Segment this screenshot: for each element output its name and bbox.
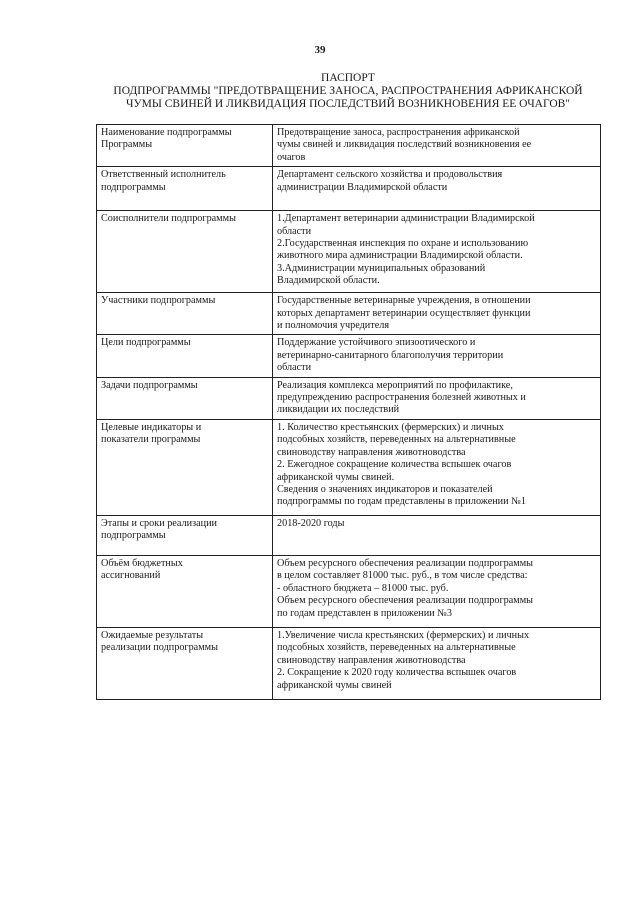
label-line: реализации подпрограммы bbox=[101, 642, 218, 654]
page-number: 39 bbox=[314, 44, 326, 56]
row-label bbox=[97, 167, 273, 211]
value-line: Сведения о значениях индикаторов и показателей bbox=[277, 483, 493, 495]
value-line: 3.Администрации муниципальных образований bbox=[277, 262, 486, 274]
label-line: ассигнований bbox=[101, 570, 161, 582]
row-value bbox=[273, 515, 601, 555]
row-value bbox=[273, 167, 601, 211]
row-value bbox=[273, 627, 601, 699]
value-line: ветеринарно-санитарного благополучия территории bbox=[277, 349, 504, 361]
table-row bbox=[97, 125, 601, 167]
value-line: Объем ресурсного обеспечения реализации подпрограммы bbox=[277, 595, 534, 607]
label-line: Задачи подпрограммы bbox=[101, 379, 198, 391]
title-line-subprogram: ПОДПРОГРАММЫ "ПРЕДОТВРАЩЕНИЕ ЗАНОСА, РАСПРОСТРАНЕНИЯ АФРИКАНСКОЙ bbox=[113, 85, 583, 97]
value-line: Реализация комплекса мероприятий по профилактике, bbox=[277, 379, 513, 391]
value-line: 2. Сокращение к 2020 году количества вспышек очагов bbox=[277, 667, 517, 679]
label-line: Цели подпрограммы bbox=[101, 337, 191, 349]
row-label bbox=[97, 515, 273, 555]
value-line: администрации Владимирской области bbox=[277, 181, 448, 193]
table-row bbox=[97, 419, 601, 515]
value-line: 1.Департамент ветеринарии администрации Владимирской bbox=[277, 213, 535, 225]
row-label bbox=[97, 555, 273, 627]
row-label bbox=[97, 293, 273, 335]
value-line: области bbox=[277, 225, 312, 237]
label-line: Соисполнители подпрограммы bbox=[101, 213, 236, 225]
value-line: свиноводству направления животноводства bbox=[277, 654, 466, 666]
label-line: Ожидаемые результаты bbox=[101, 629, 204, 641]
value-line: Объем ресурсного обеспечения реализации подпрограммы bbox=[277, 557, 534, 569]
value-line: Владимирской области. bbox=[277, 275, 380, 287]
row-label bbox=[97, 377, 273, 419]
row-value bbox=[273, 211, 601, 293]
value-line: 2018-2020 годы bbox=[277, 517, 345, 529]
label-line: Участники подпрограммы bbox=[101, 295, 216, 307]
label-line: Ответственный исполнитель bbox=[101, 169, 226, 181]
value-line: подсобных хозяйств, переведенных на альтернативные bbox=[277, 642, 516, 654]
row-label bbox=[97, 125, 273, 167]
value-line: в целом составляет 81000 тыс. руб., в том числе средства: bbox=[277, 570, 528, 582]
value-line: 1.Увеличение числа крестьянских (фермерских) и личных bbox=[277, 629, 530, 641]
value-line: 1. Количество крестьянских (фермерских) и личных bbox=[277, 421, 504, 433]
label-line: Программы bbox=[101, 139, 153, 151]
label-line: Объём бюджетных bbox=[101, 557, 183, 569]
row-label bbox=[97, 627, 273, 699]
table-row bbox=[97, 211, 601, 293]
title-line-subprogram-cont: ЧУМЫ СВИНЕЙ И ЛИКВИДАЦИЯ ПОСЛЕДСТВИЙ ВОЗНИКНОВЕНИЯ ЕЕ ОЧАГОВ" bbox=[125, 98, 571, 110]
table-row bbox=[97, 167, 601, 211]
value-line: области bbox=[277, 362, 312, 374]
value-line: 2. Ежегодное сокращение количества вспышек очагов bbox=[277, 459, 512, 471]
row-value bbox=[273, 335, 601, 377]
value-line: очагов bbox=[277, 151, 306, 163]
value-line: свиноводству направления животноводства bbox=[277, 446, 466, 458]
row-label bbox=[97, 211, 273, 293]
value-line: чумы свиней и ликвидация последствий возникновения ее bbox=[277, 139, 532, 151]
value-line: предупреждению распространения болезней животных и bbox=[277, 392, 526, 404]
value-line: - областного бюджета – 81000 тыс. руб. bbox=[277, 582, 449, 594]
value-line: которых департамент ветеринарии осуществляет функции bbox=[277, 307, 531, 319]
value-line: животного мира администрации Владимирской области. bbox=[277, 250, 523, 262]
value-line: подпрограммы по годам представлены в приложении №1 bbox=[277, 496, 526, 508]
value-line: по годам представлен в приложении №3 bbox=[277, 607, 452, 619]
row-value bbox=[273, 377, 601, 419]
title-line-passport: ПАСПОРТ bbox=[321, 72, 375, 84]
row-label bbox=[97, 335, 273, 377]
label-line: показатели программы bbox=[101, 434, 201, 446]
passport-table bbox=[96, 124, 601, 700]
table-row bbox=[97, 627, 601, 699]
value-line: Предотвращение заноса, распространения африканской bbox=[277, 127, 520, 138]
label-line: Наименование подпрограммы bbox=[101, 127, 232, 138]
table-row bbox=[97, 335, 601, 377]
row-label bbox=[97, 419, 273, 515]
row-value bbox=[273, 555, 601, 627]
label-line: подпрограммы bbox=[101, 181, 166, 193]
value-line: Поддержание устойчивого эпизоотического и bbox=[277, 337, 476, 349]
value-line: 2.Государственная инспекция по охране и использованию bbox=[277, 238, 529, 250]
row-value bbox=[273, 293, 601, 335]
label-line: подпрограммы bbox=[101, 530, 166, 542]
table-row bbox=[97, 555, 601, 627]
value-line: подсобных хозяйств, переведенных на альтернативные bbox=[277, 434, 516, 446]
value-line: ликвидации их последствий bbox=[277, 404, 400, 416]
value-line: африканской чумы свиней. bbox=[277, 471, 395, 483]
value-line: Департамент сельского хозяйства и продовольствия bbox=[277, 169, 503, 181]
value-line: африканской чумы свиней bbox=[277, 679, 392, 691]
row-value bbox=[273, 419, 601, 515]
table-row bbox=[97, 515, 601, 555]
label-line: Этапы и сроки реализации bbox=[101, 517, 217, 529]
row-value bbox=[273, 125, 601, 167]
table-row bbox=[97, 377, 601, 419]
label-line: Целевые индикаторы и bbox=[101, 421, 202, 433]
table-row bbox=[97, 293, 601, 335]
value-line: Государственные ветеринарные учреждения, в отношении bbox=[277, 295, 531, 307]
value-line: и полномочия учредителя bbox=[277, 320, 390, 332]
document-title bbox=[88, 72, 608, 111]
